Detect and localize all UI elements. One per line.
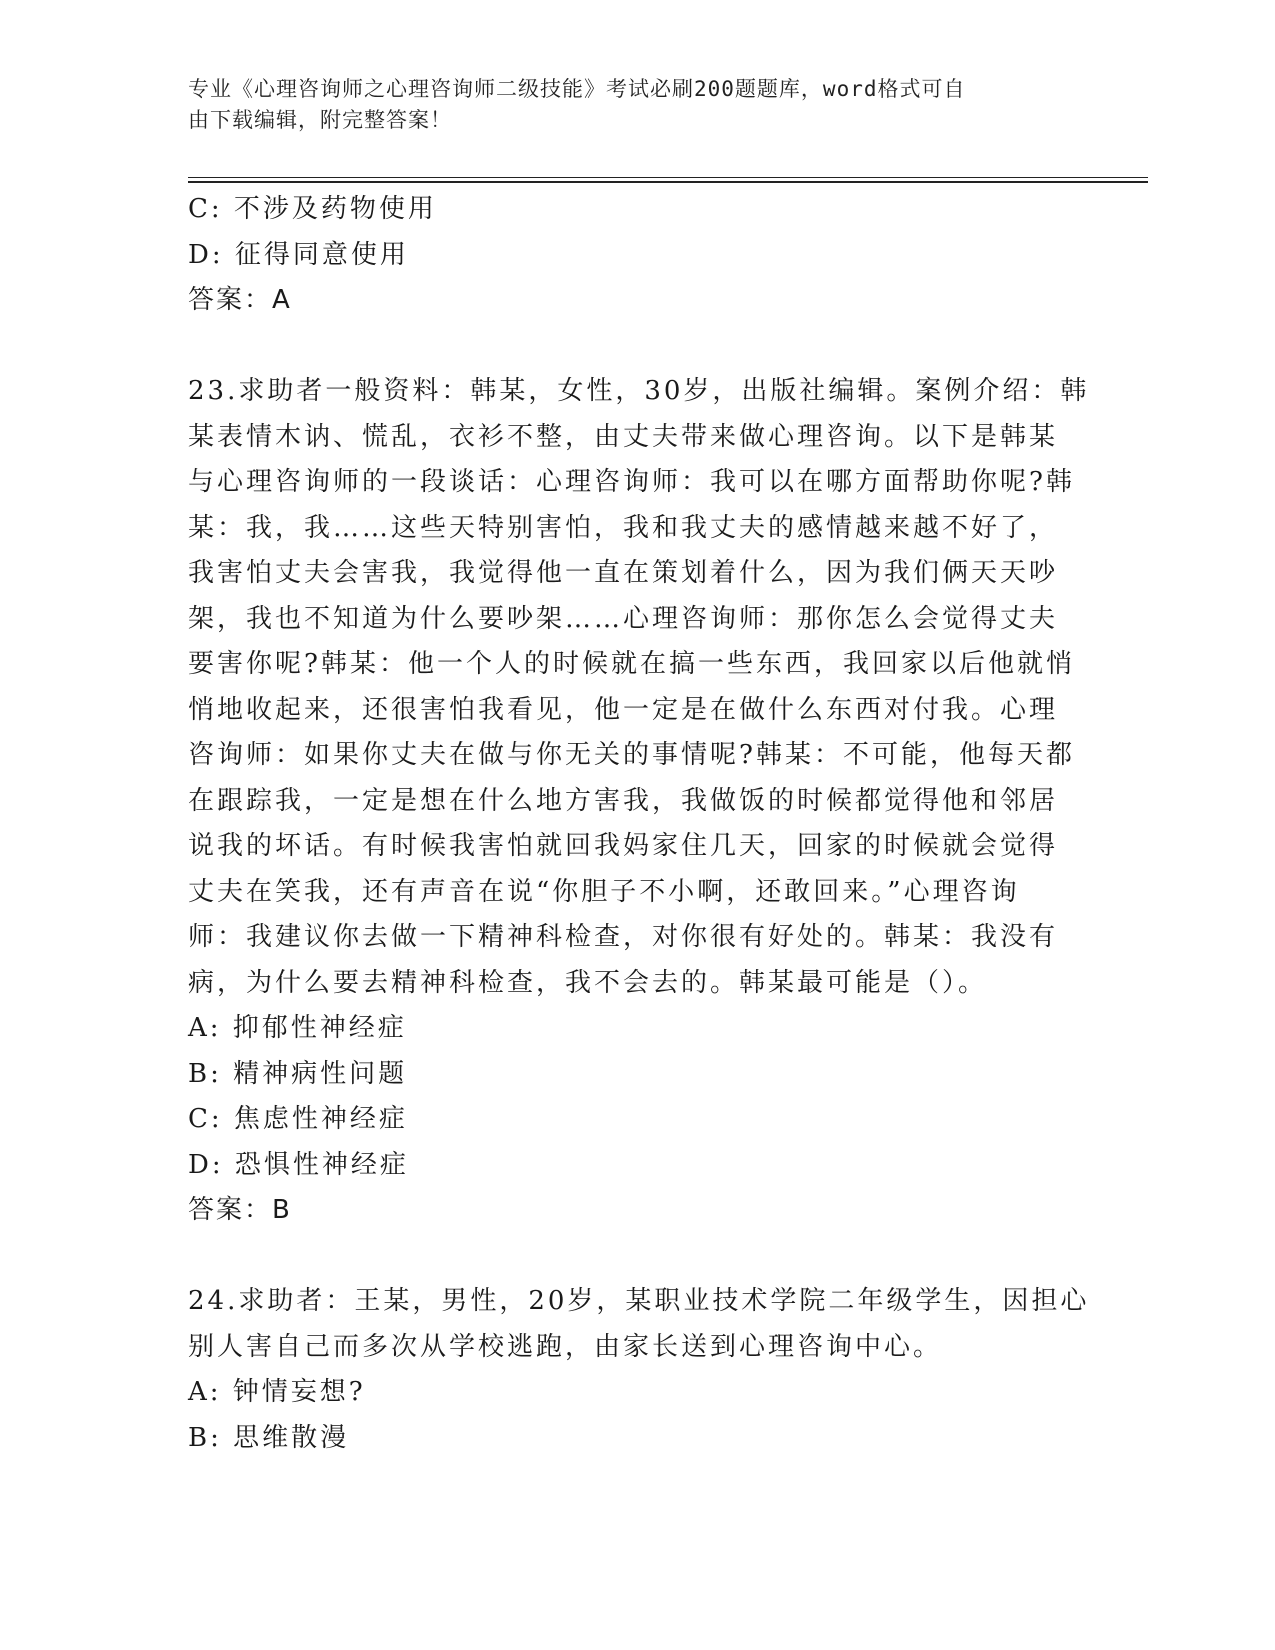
- q23-option-a: A: 抑郁性神经症: [188, 1013, 407, 1043]
- question-line: 要害你呢?韩某：他一个人的时候就在搞一些东西，我回家以后他就悄: [188, 649, 1075, 679]
- q23-option-d: D: 恐惧性神经症: [188, 1149, 409, 1180]
- question-line: 架，我也不知道为什么要吵架……心理咨询师：那你怎么会觉得丈夫: [188, 603, 1059, 634]
- question-line: 23.求助者一般资料：韩某，女性，30岁，出版社编辑。案例介绍：韩: [188, 376, 1090, 406]
- spacer: [188, 324, 1088, 370]
- question-24-text: [188, 1279, 1088, 1370]
- q23-answer: 答案：B: [188, 1195, 292, 1225]
- question-line: 与心理咨询师的一段谈话：心理咨询师：我可以在哪方面帮助你呢?韩: [188, 467, 1075, 497]
- question-line: 别人害自己而多次从学校逃跑，由家长送到心理咨询中心。: [188, 1331, 943, 1362]
- question-line: 在跟踪我，一定是想在什么地方害我，我做饭的时候都觉得他和邻居: [188, 785, 1059, 816]
- question-line: 悄地收起来，还很害怕我看见，他一定是在做什么东西对付我。心理: [188, 694, 1059, 725]
- question-line: 我害怕丈夫会害我，我觉得他一直在策划着什么，因为我们俩天天吵: [188, 558, 1059, 588]
- question-line: 师：我建议你去做一下精神科检查，对你很有好处的。韩某：我没有: [188, 922, 1059, 952]
- question-line: 丈夫在笑我，还有声音在说“你胆子不小啊，还敢回来。”心理咨询: [188, 876, 1020, 907]
- header-line-1: 专业《心理咨询师之心理咨询师二级技能》考试必刷200题题库，word格式可自: [188, 77, 966, 101]
- document-body: [188, 187, 1088, 1461]
- q23-option-c: C: 焦虑性神经症: [188, 1104, 408, 1134]
- q24-option-b: B: 思维散漫: [188, 1422, 350, 1453]
- question-line: 某：我，我……这些天特别害怕，我和我丈夫的感情越来越不好了，: [188, 512, 1059, 543]
- header-divider-thin: [188, 177, 1148, 178]
- q23-option-b: B: 精神病性问题: [188, 1058, 408, 1089]
- header-line-2: 由下载编辑，附完整答案！: [188, 108, 452, 132]
- question-line: 说我的坏话。有时候我害怕就回我妈家住几天，回家的时候就会觉得: [188, 831, 1059, 861]
- spacer: [188, 1234, 1088, 1280]
- question-line: 病，为什么要去精神科检查，我不会去的。韩某最可能是（）。: [188, 967, 988, 998]
- q24-option-a: A: 钟情妄想?: [188, 1377, 366, 1407]
- prev-answer: 答案：A: [188, 285, 292, 315]
- header-divider-thick: [188, 181, 1148, 183]
- prev-option-c: C: 不涉及药物使用: [188, 194, 437, 224]
- question-line: 24.求助者：王某，男性，20岁，某职业技术学院二年级学生，因担心: [188, 1286, 1090, 1316]
- question-23-text: [188, 369, 1088, 1006]
- prev-option-d: D: 征得同意使用: [188, 239, 409, 270]
- question-line: 咨询师：如果你丈夫在做与你无关的事情呢?韩某：不可能，他每天都: [188, 740, 1075, 770]
- question-line: 某表情木讷、慌乱，衣衫不整，由丈夫带来做心理咨询。以下是韩某: [188, 421, 1059, 452]
- page-header: [188, 74, 1068, 136]
